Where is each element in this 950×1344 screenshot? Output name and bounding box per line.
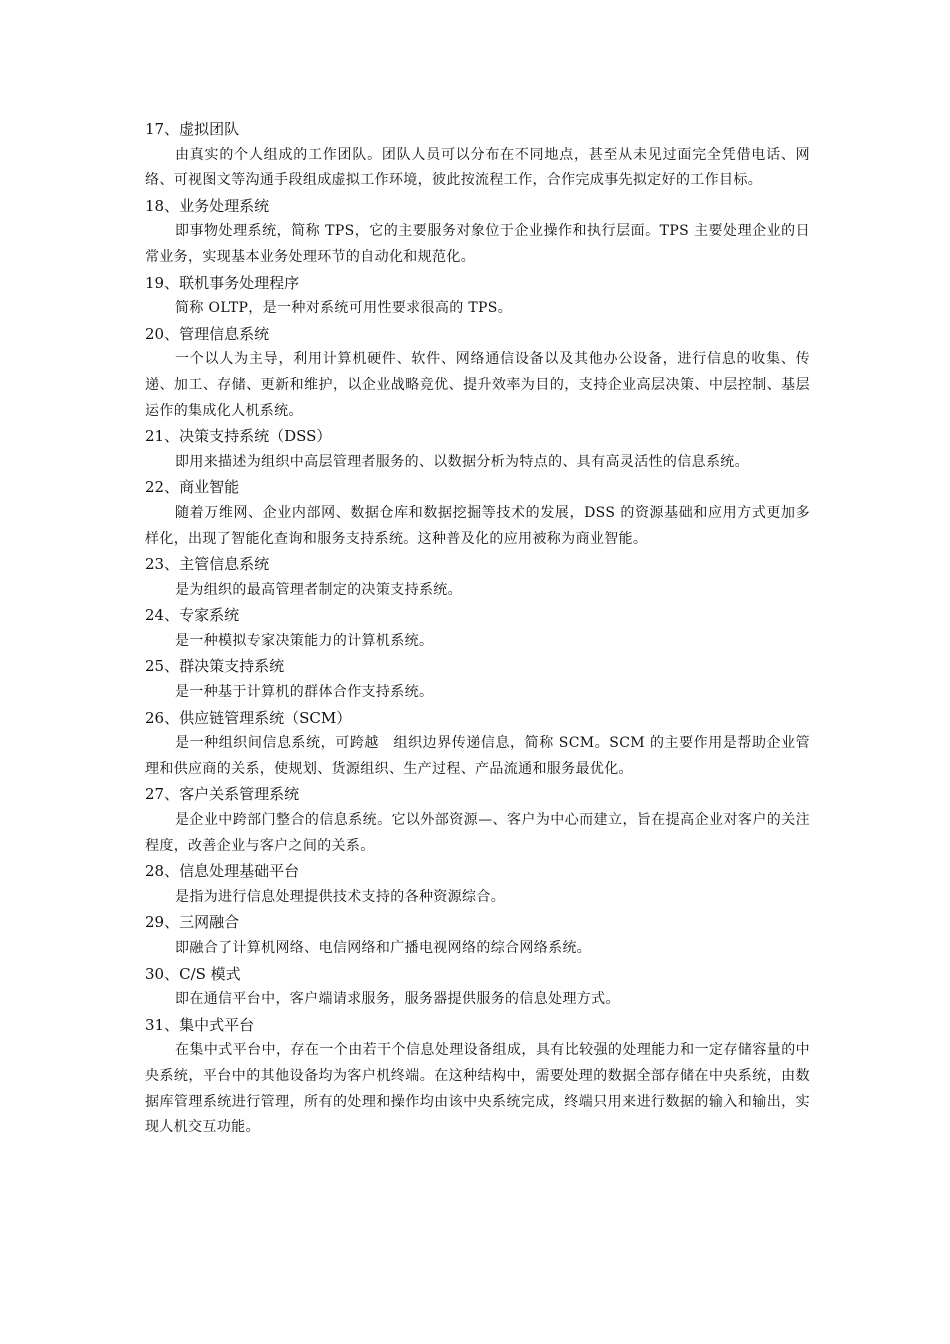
entry-body: 即在通信平台中，客户端请求服务，服务器提供服务的信息处理方式。 [175, 991, 620, 1008]
entry-heading: 19、联机事务处理程序 [145, 273, 300, 292]
entry-heading: 23、主管信息系统 [145, 555, 270, 574]
entry-heading: 27、客户关系管理系统 [145, 785, 300, 804]
entry-27 [145, 782, 810, 859]
entry-heading: 25、群决策支持系统 [145, 657, 285, 676]
entry-heading: 31、集中式平台 [145, 1015, 255, 1034]
entry-29 [145, 910, 810, 961]
entry-body: 即融合了计算机网络、电信网络和广播电视网络的综合网络系统。 [175, 940, 592, 956]
entry-body: 是一种模拟专家决策能力的计算机系统。 [175, 632, 434, 649]
entry-heading: 21、决策支持系统（DSS） [145, 427, 332, 446]
entry-body: 即事物处理系统，简称 TPS，它的主要服务对象位于企业操作和执行层面。TPS 主要处理企业的日常业务，实现基本业务处理环节的自动化和规范化。 [145, 223, 810, 265]
entry-body: 一个以人为主导，利用计算机硬件、软件、网络通信设备以及其他办公设备，进行信息的收集、传递、加工、存储、更新和维护，以企业战略竞优、提升效率为目的，支持企业高层决策、中层控制、基层运作的集成化人机系统。 [145, 351, 810, 419]
entry-24 [145, 603, 810, 654]
entry-25 [145, 654, 810, 705]
entry-22 [145, 475, 810, 552]
entry-body: 随着万维网、企业内部网、数据仓库和数据挖掘等技术的发展，DSS 的资源基础和应用方式更加多样化，出现了智能化查询和服务支持系统。这种普及化的应用被称为商业智能。 [145, 504, 810, 547]
entry-body: 是企业中跨部门整合的信息系统。它以外部资源—、客户为中心而建立，旨在提高企业对客户的关注程度，改善企业与客户之间的关系。 [145, 812, 810, 854]
entry-17 [145, 117, 810, 194]
entry-body: 是一种组织间信息系统，可跨越 组织边界传递信息，简称 SCM。SCM 的主要作用是帮助企业管理和供应商的关系，使规划、货源组织、生产过程、产品流通和服务最优化。 [145, 735, 810, 777]
entry-heading: 30、C/S 模式 [145, 964, 241, 983]
entry-26 [145, 706, 810, 783]
document-page [145, 117, 810, 1141]
entry-28 [145, 859, 810, 910]
entry-body: 是指为进行信息处理提供技术支持的各种资源综合。 [175, 888, 506, 905]
entry-31 [145, 1013, 810, 1141]
entry-body: 是一种基于计算机的群体合作支持系统。 [175, 684, 434, 701]
entry-23 [145, 552, 810, 603]
entry-body: 即用来描述为组织中高层管理者服务的、以数据分析为特点的、具有高灵活性的信息系统。 [175, 453, 749, 470]
entry-heading: 28、信息处理基础平台 [145, 862, 300, 881]
entry-body: 是为组织的最高管理者制定的决策支持系统。 [175, 581, 462, 598]
entry-heading: 17、虚拟团队 [145, 120, 240, 138]
entry-body: 在集中式平台中，存在一个由若干个信息处理设备组成，具有比较强的处理能力和一定存储容量的中央系统，平台中的其他设备均为客户机终端。在这种结构中，需要处理的数据全部存储在中央系统，由数据库管理系统进行管理，所有的处理和操作均由该中央系统完成，终端只用来进行数据的输入和输出，实现人机交互功能。 [145, 1042, 810, 1136]
entry-heading: 20、管理信息系统 [145, 324, 270, 343]
entry-heading: 26、供应链管理系统（SCM） [145, 708, 352, 727]
entry-heading: 22、商业智能 [145, 478, 240, 497]
entry-30 [145, 962, 810, 1013]
entry-19 [145, 271, 810, 322]
entry-body: 简称 OLTP，是一种对系统可用性要求很高的 TPS。 [175, 300, 513, 317]
entry-heading: 18、业务处理系统 [145, 196, 270, 215]
entry-heading: 29、三网融合 [145, 913, 240, 932]
entry-18 [145, 194, 810, 271]
entry-21 [145, 424, 810, 475]
entry-20 [145, 322, 810, 424]
entry-heading: 24、专家系统 [145, 606, 240, 625]
entry-body: 由真实的个人组成的工作团队。团队人员可以分布在不同地点，甚至从未见过面完全凭借电话、网络、可视图文等沟通手段组成虚拟工作环境，彼此按流程工作，合作完成事先拟定好的工作目标。 [145, 146, 810, 189]
